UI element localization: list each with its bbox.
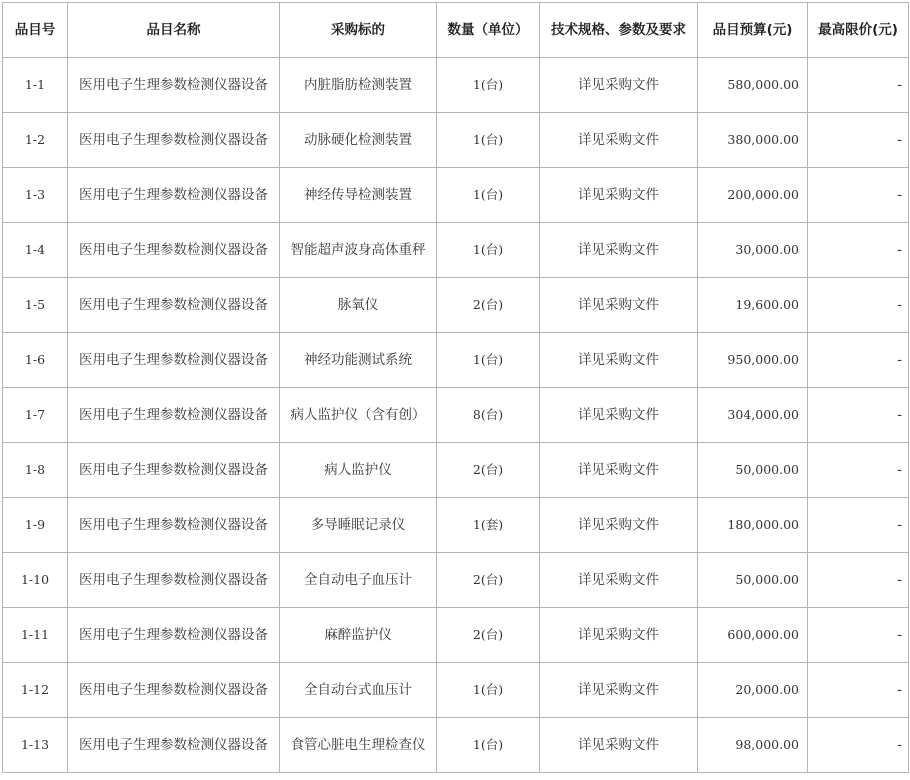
cell-item-name: 医用电子生理参数检测仪器设备 (68, 608, 280, 663)
cell-target: 全自动电子血压计 (280, 553, 437, 608)
cell-max-price: - (808, 278, 909, 333)
table-row (3, 278, 909, 333)
cell-budget: 180,000.00 (698, 498, 808, 553)
cell-target: 动脉硬化检测装置 (280, 113, 437, 168)
cell-item-name: 医用电子生理参数检测仪器设备 (68, 498, 280, 553)
cell-item-number: 1-2 (3, 113, 68, 168)
cell-spec: 详见采购文件 (540, 168, 698, 223)
cell-spec: 详见采购文件 (540, 388, 698, 443)
cell-budget: 600,000.00 (698, 608, 808, 663)
cell-item-number: 1-12 (3, 663, 68, 718)
cell-budget: 30,000.00 (698, 223, 808, 278)
cell-item-name: 医用电子生理参数检测仪器设备 (68, 443, 280, 498)
header-item-name: 品目名称 (68, 3, 280, 58)
header-item-number: 品目号 (3, 3, 68, 58)
cell-quantity: 8(台) (437, 388, 540, 443)
cell-item-name: 医用电子生理参数检测仪器设备 (68, 223, 280, 278)
cell-item-number: 1-1 (3, 58, 68, 113)
cell-max-price: - (808, 608, 909, 663)
cell-budget: 380,000.00 (698, 113, 808, 168)
cell-max-price: - (808, 663, 909, 718)
cell-budget: 20,000.00 (698, 663, 808, 718)
cell-quantity: 2(台) (437, 443, 540, 498)
cell-max-price: - (808, 718, 909, 773)
cell-quantity: 1(台) (437, 718, 540, 773)
cell-item-name: 医用电子生理参数检测仪器设备 (68, 663, 280, 718)
cell-item-number: 1-9 (3, 498, 68, 553)
cell-spec: 详见采购文件 (540, 223, 698, 278)
table-row (3, 718, 909, 773)
table-row (3, 608, 909, 663)
cell-quantity: 1(台) (437, 168, 540, 223)
cell-item-name: 医用电子生理参数检测仪器设备 (68, 553, 280, 608)
table-row (3, 388, 909, 443)
cell-target: 神经功能测试系统 (280, 333, 437, 388)
cell-spec: 详见采购文件 (540, 278, 698, 333)
cell-quantity: 1(台) (437, 113, 540, 168)
cell-spec: 详见采购文件 (540, 608, 698, 663)
cell-spec: 详见采购文件 (540, 333, 698, 388)
cell-target: 病人监护仪 (280, 443, 437, 498)
cell-item-number: 1-7 (3, 388, 68, 443)
table-row (3, 113, 909, 168)
cell-max-price: - (808, 498, 909, 553)
cell-max-price: - (808, 58, 909, 113)
cell-budget: 19,600.00 (698, 278, 808, 333)
cell-quantity: 1(台) (437, 58, 540, 113)
cell-item-name: 医用电子生理参数检测仪器设备 (68, 333, 280, 388)
cell-item-name: 医用电子生理参数检测仪器设备 (68, 278, 280, 333)
header-target: 采购标的 (280, 3, 437, 58)
cell-item-number: 1-13 (3, 718, 68, 773)
table-header-row (3, 3, 909, 58)
header-spec: 技术规格、参数及要求 (540, 3, 698, 58)
cell-target: 神经传导检测装置 (280, 168, 437, 223)
cell-max-price: - (808, 113, 909, 168)
cell-max-price: - (808, 443, 909, 498)
cell-item-number: 1-5 (3, 278, 68, 333)
cell-budget: 304,000.00 (698, 388, 808, 443)
cell-quantity: 1(套) (437, 498, 540, 553)
cell-spec: 详见采购文件 (540, 718, 698, 773)
table-row (3, 553, 909, 608)
cell-budget: 200,000.00 (698, 168, 808, 223)
cell-target: 智能超声波身高体重秤 (280, 223, 437, 278)
cell-target: 脉氧仪 (280, 278, 437, 333)
cell-quantity: 1(台) (437, 333, 540, 388)
cell-item-number: 1-3 (3, 168, 68, 223)
cell-target: 全自动台式血压计 (280, 663, 437, 718)
table-row (3, 223, 909, 278)
cell-max-price: - (808, 333, 909, 388)
cell-spec: 详见采购文件 (540, 58, 698, 113)
cell-quantity: 2(台) (437, 553, 540, 608)
cell-target: 食管心脏电生理检查仪 (280, 718, 437, 773)
cell-budget: 580,000.00 (698, 58, 808, 113)
cell-budget: 950,000.00 (698, 333, 808, 388)
table-body (3, 58, 909, 773)
table-row (3, 333, 909, 388)
cell-budget: 98,000.00 (698, 718, 808, 773)
cell-item-number: 1-11 (3, 608, 68, 663)
table-row (3, 443, 909, 498)
header-max-price: 最高限价(元) (808, 3, 909, 58)
cell-max-price: - (808, 223, 909, 278)
table-row (3, 498, 909, 553)
cell-budget: 50,000.00 (698, 443, 808, 498)
cell-target: 多导睡眠记录仪 (280, 498, 437, 553)
cell-target: 麻醉监护仪 (280, 608, 437, 663)
cell-spec: 详见采购文件 (540, 498, 698, 553)
cell-item-name: 医用电子生理参数检测仪器设备 (68, 58, 280, 113)
header-quantity: 数量（单位） (437, 3, 540, 58)
cell-item-name: 医用电子生理参数检测仪器设备 (68, 388, 280, 443)
cell-budget: 50,000.00 (698, 553, 808, 608)
cell-spec: 详见采购文件 (540, 553, 698, 608)
cell-target: 病人监护仪（含有创） (280, 388, 437, 443)
table-row (3, 168, 909, 223)
cell-spec: 详见采购文件 (540, 663, 698, 718)
cell-item-number: 1-10 (3, 553, 68, 608)
cell-item-name: 医用电子生理参数检测仪器设备 (68, 168, 280, 223)
cell-spec: 详见采购文件 (540, 443, 698, 498)
cell-item-number: 1-6 (3, 333, 68, 388)
table-row (3, 663, 909, 718)
cell-quantity: 1(台) (437, 663, 540, 718)
cell-item-name: 医用电子生理参数检测仪器设备 (68, 718, 280, 773)
cell-target: 内脏脂肪检测装置 (280, 58, 437, 113)
cell-max-price: - (808, 553, 909, 608)
cell-quantity: 1(台) (437, 223, 540, 278)
table-row (3, 58, 909, 113)
cell-max-price: - (808, 168, 909, 223)
cell-item-number: 1-4 (3, 223, 68, 278)
cell-item-name: 医用电子生理参数检测仪器设备 (68, 113, 280, 168)
header-budget: 品目预算(元) (698, 3, 808, 58)
cell-max-price: - (808, 388, 909, 443)
cell-spec: 详见采购文件 (540, 113, 698, 168)
cell-item-number: 1-8 (3, 443, 68, 498)
cell-quantity: 2(台) (437, 608, 540, 663)
procurement-table (2, 2, 909, 773)
cell-quantity: 2(台) (437, 278, 540, 333)
